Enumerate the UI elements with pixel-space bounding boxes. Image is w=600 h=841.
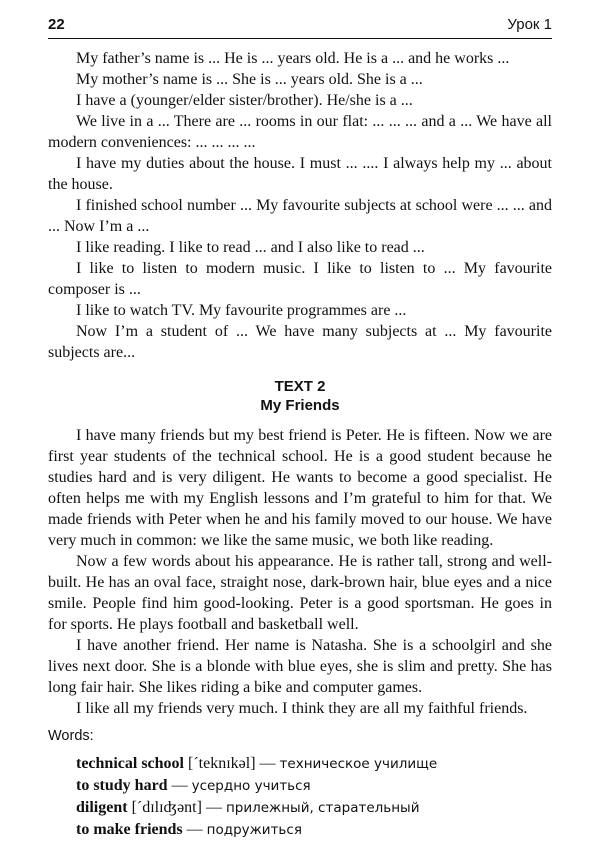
vocab-item bbox=[76, 819, 552, 841]
template-paragraph: I finished school number ... My favourite subjects at school were ... ... and ... Now I’m a ... bbox=[48, 197, 552, 235]
vocabulary-list bbox=[48, 753, 552, 841]
page-body bbox=[48, 48, 552, 841]
vocab-item bbox=[76, 753, 552, 775]
vocab-dash: — bbox=[201, 799, 226, 816]
vocab-item bbox=[76, 797, 552, 819]
template-paragraph: Now I’m a student of ... We have many subjects at ... My favourite subjects are... bbox=[48, 323, 552, 361]
template-paragraph: My mother’s name is ... She is ... years old. She is a ... bbox=[76, 71, 423, 88]
lesson-label: Урок 1 bbox=[507, 16, 552, 33]
template-paragraph: We live in a ... There are ... rooms in our flat: ... ... ... and a ... We have all modern conveniences: ... ... ... ... bbox=[48, 113, 552, 151]
vocab-translation: прилежный, старательный bbox=[225, 800, 420, 816]
text-paragraph: Now a few words about his appearance. He is rather tall, strong and well-built. He has an oval face, straight nose, dark-brown hair, blue eyes and a nice smile. People find him good-looking. Peter is a good sportsman. He goes in for sports. He plays football and basketball well. bbox=[48, 553, 552, 633]
template-paragraph: I have my duties about the house. I must ... .... I always help my ... about the house. bbox=[48, 155, 552, 193]
vocab-dash: — bbox=[255, 755, 280, 772]
vocab-term: to study hard bbox=[76, 777, 168, 794]
vocab-dash: — bbox=[182, 821, 207, 838]
vocab-term: to make friends bbox=[76, 821, 183, 838]
text-paragraph: I like all my friends very much. I think they are all my faithful friends. bbox=[76, 700, 528, 717]
text-paragraph: I have another friend. Her name is Natasha. She is a schoolgirl and she lives next door. She is a blonde with blue eyes, she is slim and pretty. She has long fair hair. She likes riding a bike and computer games. bbox=[48, 637, 552, 696]
page-number: 22 bbox=[48, 16, 65, 33]
vocab-dash: — bbox=[167, 777, 192, 794]
vocab-transcription: [ˊdɪlɪʤənt] bbox=[127, 799, 202, 816]
vocab-item bbox=[76, 775, 552, 797]
template-paragraph: I like reading. I like to read ... and I also like to read ... bbox=[76, 239, 425, 256]
page-header bbox=[48, 14, 552, 39]
text-body bbox=[48, 425, 552, 719]
template-paragraph: My father’s name is ... He is ... years old. He is a ... and he works ... bbox=[76, 50, 510, 67]
vocab-transcription: [ˊteknɪkəl] bbox=[184, 755, 256, 772]
vocab-translation: усердно учиться bbox=[191, 778, 311, 794]
template-paragraph: I like to listen to modern music. I like to listen to ... My favourite composer is ... bbox=[48, 260, 552, 298]
vocab-term: technical school bbox=[76, 755, 184, 772]
template-paragraph: I like to watch TV. My favourite programmes are ... bbox=[76, 302, 407, 319]
text-label: TEXT 2 bbox=[274, 378, 326, 395]
vocab-translation: подружиться bbox=[206, 822, 302, 838]
text-paragraph: I have many friends but my best friend is Peter. He is fifteen. Now we are first year students of the technical school. He is a good student because he studies hard and is very diligent. He wants to become a good specialist. He often helps me with my English lessons and I’m grateful to him for that. We made friends with Peter when he and his family moved to our house. We have very much in common: we like the same music, we both like reading. bbox=[48, 427, 552, 549]
words-label: Words: bbox=[48, 728, 94, 744]
template-paragraph: I have a (younger/elder sister/brother). He/she is a ... bbox=[76, 92, 413, 109]
text-heading bbox=[48, 377, 552, 415]
template-section bbox=[48, 48, 552, 363]
vocab-term: diligent bbox=[76, 799, 128, 816]
vocab-translation: техническое училище bbox=[279, 756, 438, 772]
text-title: My Friends bbox=[260, 397, 340, 414]
